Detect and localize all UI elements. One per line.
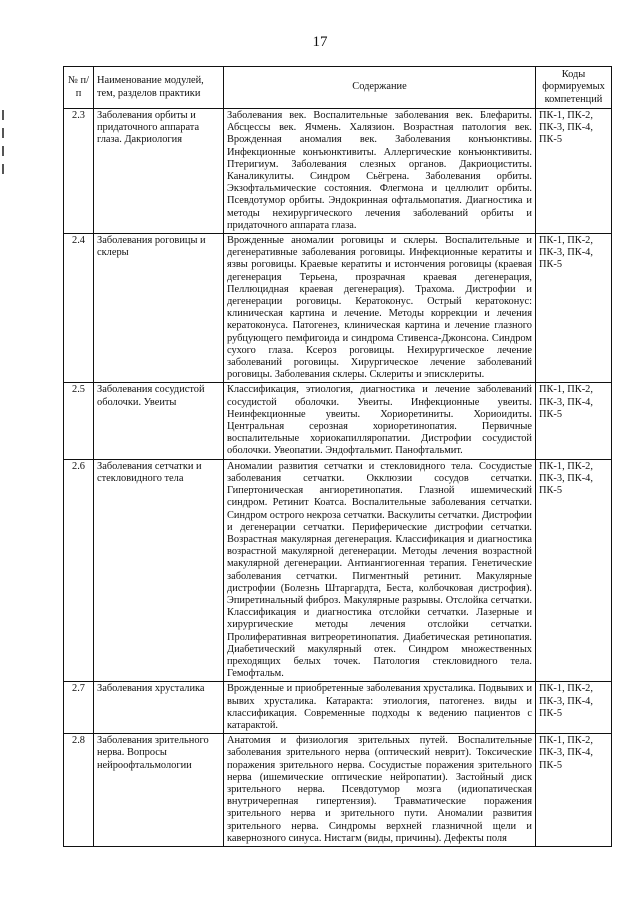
table-header — [64, 67, 612, 109]
row-codes: ПК-1, ПК-2, ПК-3, ПК-4, ПК-5 — [536, 109, 612, 234]
binding-marks — [2, 110, 12, 182]
row-module: Заболевания орбиты и придаточного аппарата глаза. Дакриология — [94, 109, 224, 234]
header-content: Содержание — [224, 67, 536, 109]
row-content: Аномалии развития сетчатки и стекловидного тела. Сосудистые заболевания сетчатки. Окклюзии сосудов сетчатки. Гипертоническая ангиоретинопатия. Глазной ишемический синдром. Ретинит Коатса. Воспалительные заболевания сетчатки. Синдром острого некроза сетчатки. Васкулиты сетчатки. Дистрофии и дегенерации сетчатки. Периферические дистрофии сетчатки. Возрастная макулярная дегенерация. Классификация и диагностика возрастной макулярной дегенерации. Методы лечения возрастной макулярной дегенерации. Антиангиогенная терапия. Генетические заболевания сетчатки. Пигментный ретинит. Макулярные дистрофии (Болезнь Штаргардта, Беста, колбочковая дистрофия). Эпиретинальный фиброз. Макулярные разрывы. Отслойка сетчатки. Классификация и диагностика отслойки сетчатки. Лазерные и хирургические методы лечения отслойки сетчатки. Пролиферативная витреоретинопатия. Диабетическая ретинопатия. Диабетический макулярный отек. Синдром множественных преходящих белых точек. Патология стекловидного тела. Гемофтальм. — [224, 459, 536, 682]
row-codes: ПК-1, ПК-2, ПК-3, ПК-4, ПК-5 — [536, 234, 612, 383]
row-num: 2.7 — [64, 682, 94, 734]
row-content: Заболевания век. Воспалительные заболевания век. Блефариты. Абсцессы век. Ячмень. Халязион. Возрастная патология век. Врожденная аномалия век. Заболевания конъюнктивы. Инфекционные конъюнктивиты. Аллергические конъюнктивиты. Птеригиум. Заболевания слезных органов. Дакриоциститы. Каналикулиты. Синдром Сьёгрена. Заболевания орбиты. Экзофтальмические состояния. Флегмона и целлюлит орбиты. Псевдотумор орбиты. Эндокринная офтальмопатия. Диагностика и методы нехирургического лечения заболеваний орбиты и придаточного аппарата глаза. — [224, 109, 536, 234]
row-content: Врожденные и приобретенные заболевания хрусталика. Подвывих и вывих хрусталика. Катаракта: этиология, патогенез. виды и классификация. Современные подходы к ведению пациентов с катарактой. — [224, 682, 536, 734]
row-module: Заболевания хрусталика — [94, 682, 224, 734]
row-codes: ПК-1, ПК-2, ПК-3, ПК-4, ПК-5 — [536, 682, 612, 734]
row-module: Заболевания сетчатки и стекловидного тела — [94, 459, 224, 682]
table-row — [64, 734, 612, 847]
header-num: № п/п — [64, 67, 94, 109]
row-num: 2.5 — [64, 383, 94, 459]
row-module: Заболевания роговицы и склеры — [94, 234, 224, 383]
header-module: Наименование модулей, тем, разделов практики — [94, 67, 224, 109]
row-num: 2.6 — [64, 459, 94, 682]
row-codes: ПК-1, ПК-2, ПК-3, ПК-4, ПК-5 — [536, 734, 612, 847]
table-row — [64, 234, 612, 383]
row-num: 2.4 — [64, 234, 94, 383]
table-row — [64, 459, 612, 682]
row-content: Классификация, этиология, диагностика и лечение заболеваний сосудистой оболочки. Увеиты. Инфекционные увеиты. Неинфекционные увеиты. Хориоретиниты. Хориоидиты. Центральная серозная хориоретинопатия. Первичные воспалительные хориокапилляропатии. Дистрофии сосудистой оболочки. Увеопатии. Эндофтальмит. Панофтальмит. — [224, 383, 536, 459]
row-num: 2.3 — [64, 109, 94, 234]
row-content: Врожденные аномалии роговицы и склеры. Воспалительные и дегенеративные заболевания роговицы. Инфекционные кератиты и язвы роговицы. Краевые кератиты и истончения роговицы (краевая дегенерация Терьена, прозрачная краевая дегенерация, Пеллюцидная краевая дегенерация). Трахома. Дистрофии и дегенерации роговицы. Кератоконус. Острый кератоконус: клиническая картина и лечение. Методы коррекции и лечения кератоконуса. Патогенез, клиническая картина и лечение глазного рубцующего пемфигоида и синдрома Стивенса-Джонсона. Синдром сухого глаза. Ксероз роговицы. Нехирургическое лечение заболеваний роговицы. Хирургическое лечение заболеваний роговицы. Заболевания склеры. Склериты и эписклериты. — [224, 234, 536, 383]
row-module: Заболевания сосудистой оболочки. Увеиты — [94, 383, 224, 459]
row-codes: ПК-1, ПК-2, ПК-3, ПК-4, ПК-5 — [536, 459, 612, 682]
page-number: 17 — [312, 34, 328, 50]
curriculum-table — [63, 66, 612, 847]
row-content: Анатомия и физиология зрительных путей. Воспалительные заболевания зрительного нерва (оптический неврит). Токсические поражения зрительного нерва. Сосудистые поражения зрительного нерва (ишемические оптические нейропатии). Застойный диск зрительного нерва. Псевдотумор мозга (идиопатическая внутричерепная гипертензия). Травматические поражения зрительного нерва и зрительного пути. Аномалии развития зрительного нерва. Синдромы верхней глазничной щели и кавернозного синуса. Нистагм (виды, причины). Дефекты поля — [224, 734, 536, 847]
table-row — [64, 383, 612, 459]
row-num: 2.8 — [64, 734, 94, 847]
table-row — [64, 109, 612, 234]
row-codes: ПК-1, ПК-2, ПК-3, ПК-4, ПК-5 — [536, 383, 612, 459]
header-codes: Коды формируемых компетенций — [536, 67, 612, 109]
table-row — [64, 682, 612, 734]
row-module: Заболевания зрительного нерва. Вопросы нейроофтальмологии — [94, 734, 224, 847]
